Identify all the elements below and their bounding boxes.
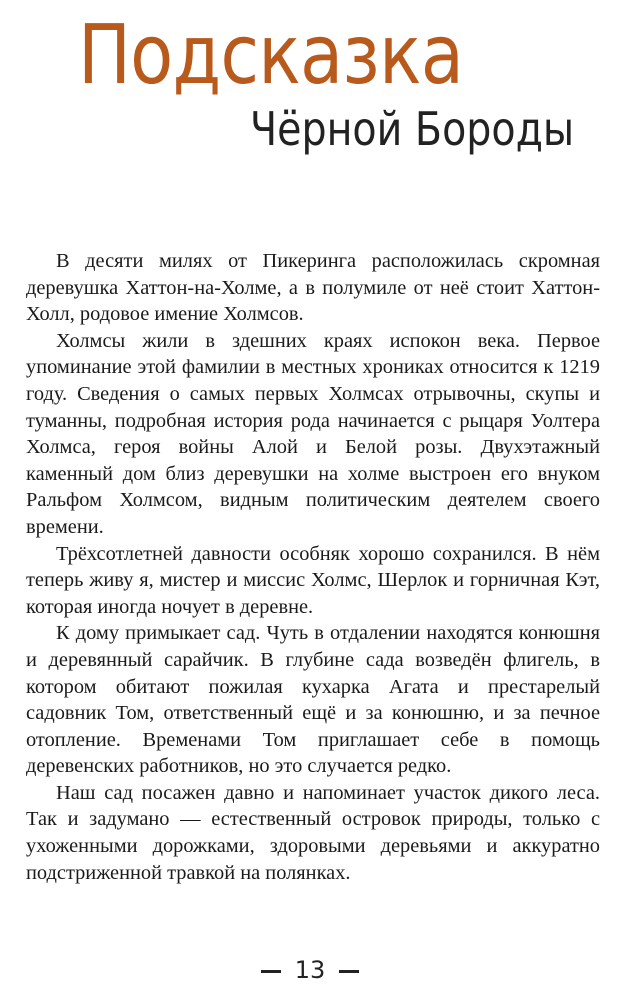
paragraph: К дому примыкает сад. Чуть в отдалении находятся конюшня и деревянный сарайчик. В глубине сада возведён флигель, в котором обитают пожилая кухарка Агата и престарелый садовник Том, ответственный ещё и за конюшню, и за печное отопление. Временами Том приглашает себе в помощь деревенских работников, но это случается редко.: [26, 622, 600, 778]
chapter-subtitle: Чёрной Бороды: [250, 102, 575, 156]
chapter-body: [26, 248, 600, 886]
page-number: 13: [294, 956, 326, 984]
paragraph: Наш сад посажен давно и напоминает участок дикого леса. Так и задумано — естественный островок природы, только с ухоженными дорожками, здоровыми деревьями и аккуратно подстриженной травкой на полянках.: [26, 781, 600, 884]
paragraph: Трёхсотлетней давности особняк хорошо сохранился. В нём теперь живу я, мистер и миссис Холмс, Шерлок и горничная Кэт, которая иногда ночует в деревне.: [26, 542, 600, 618]
paragraph: Холмсы жили в здешних краях испокон века. Первое упоминание этой фамилии в местных хрониках относится к 1219 году. Сведения о самых первых Холмсах отрывочны, скупы и туманны, подробная история рода начинается с рыцаря Уолтера Холмса, героя войны Алой и Белой розы. Двухэтажный каменный дом близ деревушки на холме выстроен его внуком Ральфом Холмсом, видным политическим деятелем своего времени.: [26, 329, 600, 538]
dash-left-icon: [261, 970, 281, 973]
page-number-footer: [0, 950, 620, 990]
paragraph: В десяти милях от Пикеринга расположилась скромная деревушка Хаттон-на-Холме, а в полумиле от неё стоит Хаттон-Холл, родовое имение Холмсов.: [26, 250, 600, 326]
dash-right-icon: [339, 970, 359, 973]
chapter-title: Подсказка: [78, 8, 464, 103]
